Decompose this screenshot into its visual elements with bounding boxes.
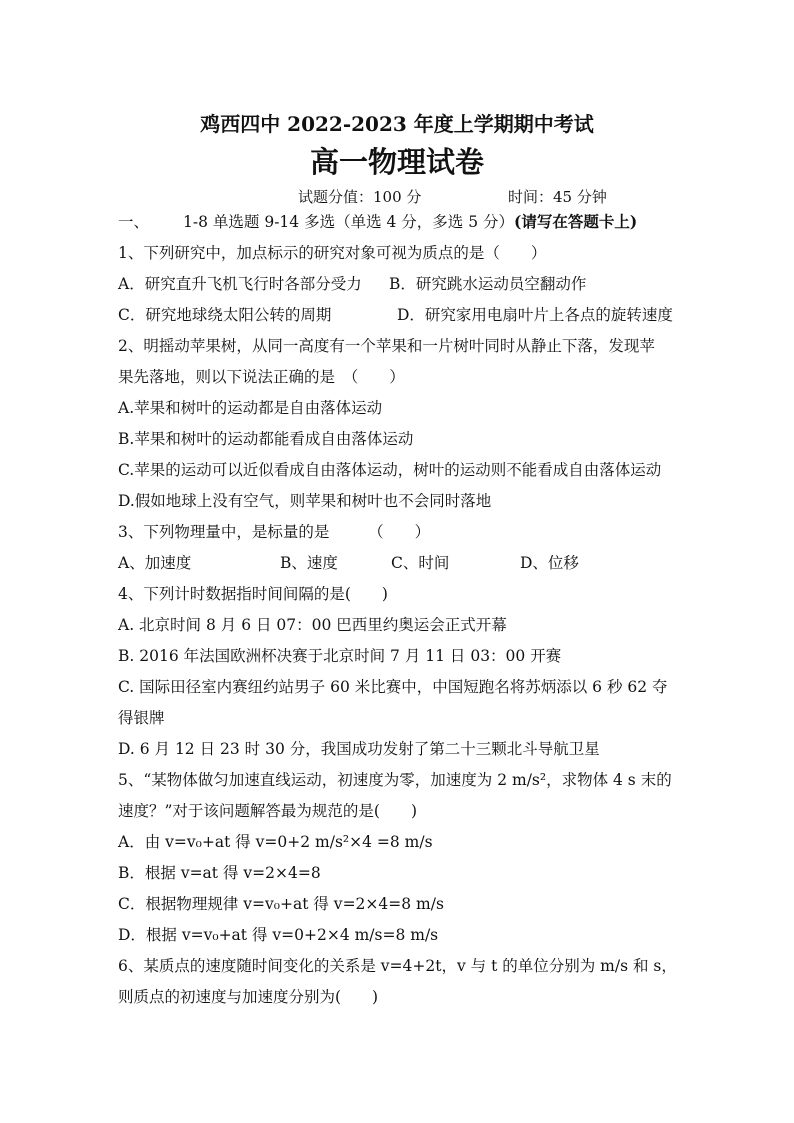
q1-stem: 1、下列研究中，加点标示的研究对象可视为质点的是（ ） — [118, 244, 547, 262]
q4-option-d: D. 6 月 12 日 23 时 30 分，我国成功发射了第二十三颗北斗导航卫星 — [118, 740, 600, 758]
q5-option-a: A．由 v=v₀+at 得 v=0+2 m/s²×4 =8 m/s — [118, 833, 433, 851]
q1-option-c: C．研究地球绕太阳公转的周期 — [118, 306, 332, 324]
q3-option-c: C、时间 — [391, 554, 450, 572]
q3-option-a: A、加速度 — [118, 554, 192, 572]
q2-option-d: D.假如地球上没有空气，则苹果和树叶也不会同时落地 — [118, 492, 492, 510]
q5-stem-line1: 5、“某物体做匀加速直线运动，初速度为零，加速度为 2 m/s²，求物体 4 s 末的 — [118, 771, 672, 789]
q4-stem: 4、下列计时数据指时间间隔的是( ) — [118, 585, 388, 603]
q3-stem: 3、下列物理量中，是标量的是 （ ） — [118, 523, 431, 541]
score-label: 试题分值：100 分 — [298, 188, 422, 206]
q6-stem-line1: 6、某质点的速度随时间变化的关系是 v=4+2t，v 与 t 的单位分别为 m/s 和 s， — [118, 957, 677, 975]
time-label: 时间：45 分钟 — [508, 188, 607, 206]
q6-stem-line2: 则质点的初速度与加速度分别为( ) — [118, 988, 379, 1006]
exam-title: 鸡西四中 2022-2023 年度上学期期中考试 — [200, 112, 594, 136]
q3-option-b: B、速度 — [280, 554, 338, 572]
q3-option-d: D、位移 — [520, 554, 579, 572]
q5-stem-line2: 速度？”对于该问题解答最为规范的是( ) — [118, 802, 418, 820]
q4-option-a: A. 北京时间 8 月 6 日 07：00 巴西里约奥运会正式开幕 — [118, 616, 507, 634]
q4-option-b: B. 2016 年法国欧洲杯决赛于北京时间 7 月 11 日 03：00 开赛 — [118, 647, 562, 665]
q2-option-c: C.苹果的运动可以近似看成自由落体运动，树叶的运动则不能看成自由落体运动 — [118, 461, 662, 479]
q2-stem-line1: 2、明摇动苹果树，从同一高度有一个苹果和一片树叶同时从静止下落，发现苹 — [118, 337, 655, 355]
q4-option-c-line2: 得银牌 — [118, 709, 165, 727]
q2-stem-line2: 果先落地，则以下说法正确的是 （ ） — [118, 368, 405, 386]
q5-option-c: C．根据物理规律 v=v₀+at 得 v=2×4=8 m/s — [118, 895, 444, 913]
section-text: 1-8 单选题 9-14 多选（单选 4 分，多选 5 分） — [183, 213, 515, 231]
section-note: (请写在答题卡上) — [514, 212, 638, 231]
section-prefix: 一、 — [118, 213, 150, 231]
q1-option-d: D．研究家用电扇叶片上各点的旋转速度 — [397, 306, 673, 324]
exam-subtitle: 高一物理试卷 — [309, 145, 484, 179]
q1-option-a: A．研究直升飞机飞行时各部分受力 — [118, 275, 362, 293]
section-heading — [118, 212, 637, 232]
q1-option-b: B．研究跳水运动员空翻动作 — [389, 275, 587, 293]
q5-option-d: D．根据 v=v₀+at 得 v=0+2×4 m/s=8 m/s — [118, 926, 439, 944]
q4-option-c-line1: C. 国际田径室内赛纽约站男子 60 米比赛中，中国短跑名将苏炳添以 6 秒 62 夺 — [118, 678, 668, 696]
q5-option-b: B．根据 v=at 得 v=2×4=8 — [118, 864, 321, 882]
q2-option-b: B.苹果和树叶的运动都能看成自由落体运动 — [118, 430, 414, 448]
q2-option-a: A.苹果和树叶的运动都是自由落体运动 — [118, 399, 383, 417]
